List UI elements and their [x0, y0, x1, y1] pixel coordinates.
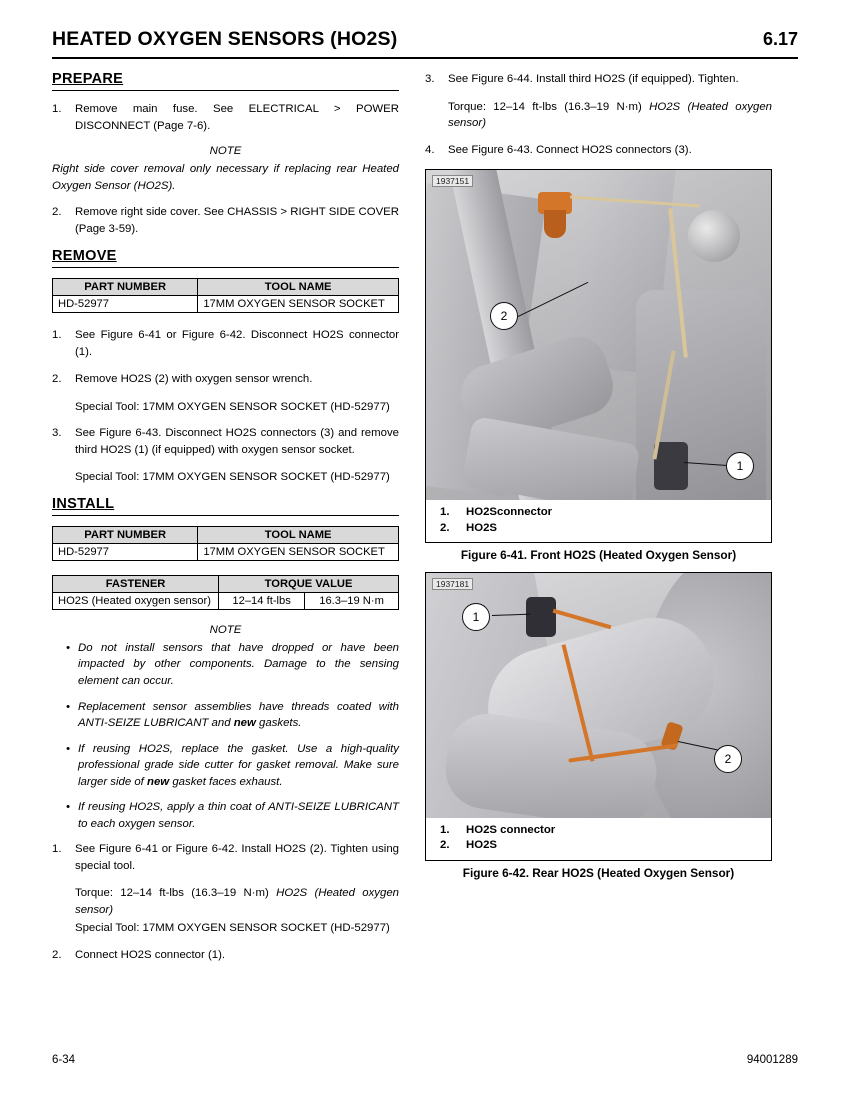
- heading-install: INSTALL: [52, 496, 399, 516]
- table-header-cell: PART NUMBER: [53, 279, 198, 296]
- two-column-body: [52, 69, 798, 974]
- table-header-cell: PART NUMBER: [53, 526, 198, 543]
- table-header-cell: TOOL NAME: [198, 526, 399, 543]
- step-number: 3.: [425, 73, 435, 85]
- callout-2: 2: [714, 745, 742, 773]
- remove-tool-table: [52, 278, 399, 313]
- right-column: [425, 69, 772, 974]
- callout-1: 1: [726, 452, 754, 480]
- heading-remove: REMOVE: [52, 248, 399, 268]
- section-number: 6.17: [762, 29, 798, 49]
- page-title: HEATED OXYGEN SENSORS (HO2S): [52, 28, 398, 50]
- legend-item: [440, 823, 763, 838]
- legend-number: 2.: [440, 839, 450, 852]
- table-cell: HO2S (Heated oxygen sensor): [53, 592, 219, 609]
- figure-frame: [425, 169, 772, 543]
- step-number: 3.: [52, 427, 62, 440]
- step-item: [425, 71, 772, 88]
- step-number: 2.: [52, 206, 62, 219]
- step-item: [52, 841, 399, 874]
- step-item: [52, 327, 399, 360]
- legend-item: [440, 838, 763, 853]
- heading-prepare: PREPARE: [52, 71, 399, 91]
- step-text: See Figure 6-44. Install third HO2S (if equipped). Tighten.: [448, 73, 739, 85]
- table-header-cell: TORQUE VALUE: [219, 575, 399, 592]
- step-number: 1.: [52, 103, 62, 115]
- legend-label: HO2S: [466, 839, 498, 852]
- figure-frame: [425, 572, 772, 861]
- list-item: • Do not install sensors that have dropped or have been impacted by other components. Damage to the sensing element can occur.: [68, 640, 399, 690]
- figure-image-rear-ho2s: [426, 573, 771, 818]
- page-footer: [52, 1054, 798, 1066]
- table-row: [53, 592, 399, 609]
- step-item: [52, 371, 399, 388]
- callout-2: 2: [490, 302, 518, 330]
- legend-item: [440, 521, 763, 536]
- page-header: [52, 28, 798, 59]
- list-item: • Replacement sensor assemblies have threads coated with ANTI-SEIZE LUBRICANT and new gaskets.: [68, 699, 399, 732]
- legend-item: [440, 505, 763, 520]
- sensor-tip-shape: [544, 210, 566, 238]
- table-cell: HD-52977: [53, 543, 198, 560]
- step-number: 1.: [52, 843, 62, 856]
- table-cell: 12–14 ft-lbs: [219, 592, 305, 609]
- step-text: See Figure 6-43. Disconnect HO2S connectors (3) and remove third HO2S (1) (if equipped) with oxygen sensor socket.: [75, 427, 399, 456]
- footer-page-number: 6-34: [52, 1054, 76, 1066]
- step-number: 4.: [425, 143, 435, 156]
- table-row: [53, 296, 399, 313]
- table-cell: 17MM OXYGEN SENSOR SOCKET: [198, 296, 399, 313]
- step-text: Remove HO2S (2) with oxygen sensor wrench.: [75, 373, 313, 386]
- figure-legend: [426, 500, 771, 542]
- table-cell: HD-52977: [53, 296, 198, 313]
- step-item: [52, 101, 399, 134]
- list-item: • If reusing HO2S, replace the gasket. Use a high-quality professional grade side cutter for gasket removal. Make sure larger side of new gasket faces exhaust.: [68, 741, 399, 791]
- special-tool-note: Special Tool: 17MM OXYGEN SENSOR SOCKET (HD-52977): [75, 400, 390, 413]
- step-text: Remove right side cover. See CHASSIS > RIGHT SIDE COVER (Page 3-59).: [75, 206, 399, 235]
- step-text: See Figure 6-41 or Figure 6-42. Disconnect HO2S connector (1).: [75, 329, 399, 358]
- legend-number: 1.: [440, 506, 450, 519]
- install-note-bullets: [52, 640, 399, 832]
- step-item: [52, 425, 399, 458]
- figure-image-front-ho2s: [426, 170, 771, 500]
- step-text: See Figure 6-43. Connect HO2S connectors (3).: [448, 143, 692, 156]
- special-tool-note: Special Tool: 17MM OXYGEN SENSOR SOCKET (HD-52977): [75, 471, 390, 484]
- step-text: See Figure 6-41 or Figure 6-42. Install HO2S (2). Tighten using special tool.: [75, 843, 399, 872]
- special-tool-note: Special Tool: 17MM OXYGEN SENSOR SOCKET (HD-52977): [75, 922, 390, 935]
- note-label: NOTE: [209, 145, 242, 158]
- note-label: NOTE: [209, 623, 242, 636]
- bracket-shape: [461, 416, 641, 500]
- note-text: Right side cover removal only necessary if replacing rear Heated Oxygen Sensor (HO2S).: [52, 163, 399, 192]
- legend-label: HO2S connector: [466, 823, 556, 836]
- connector-body-shape: [526, 597, 556, 637]
- table-row: [53, 543, 399, 560]
- step-number: 1.: [52, 329, 62, 342]
- figure-image-id: 1937151: [432, 175, 473, 187]
- torque-note: Torque: 12–14 ft-lbs (16.3–19 N·m) HO2S (Heated oxygen sensor): [448, 100, 772, 130]
- figure-legend: [426, 818, 771, 860]
- legend-number: 1.: [440, 823, 450, 836]
- step-text: Connect HO2S connector (1).: [75, 948, 226, 961]
- table-header-cell: FASTENER: [53, 575, 219, 592]
- step-number: 2.: [52, 948, 62, 961]
- install-tool-table: [52, 526, 399, 561]
- legend-label: HO2S: [466, 521, 498, 534]
- legend-number: 2.: [440, 521, 450, 534]
- step-item: [52, 947, 399, 964]
- figure-image-id: 1937181: [432, 578, 473, 590]
- figure-caption: Figure 6-41. Front HO2S (Heated Oxygen Sensor): [460, 547, 737, 562]
- table-cell: 16.3–19 N·m: [305, 592, 399, 609]
- step-number: 2.: [52, 373, 62, 386]
- table-header-cell: TOOL NAME: [198, 279, 399, 296]
- figure-6-42: [425, 572, 772, 880]
- left-column: [52, 69, 399, 974]
- legend-label: HO2Sconnector: [466, 506, 553, 519]
- fastener-torque-table: [52, 575, 399, 610]
- figure-caption: Figure 6-42. Rear HO2S (Heated Oxygen Sensor): [462, 865, 735, 880]
- table-cell: 17MM OXYGEN SENSOR SOCKET: [198, 543, 399, 560]
- list-item: • If reusing HO2S, apply a thin coat of ANTI-SEIZE LUBRICANT to each oxygen sensor.: [68, 799, 399, 832]
- sensor-wire-shape: [553, 609, 612, 629]
- footer-document-number: 94001289: [746, 1054, 798, 1066]
- connector-body-shape: [654, 442, 688, 490]
- bolt-head-shape: [688, 210, 740, 262]
- step-text: Remove main fuse. See ELECTRICAL > POWER DISCONNECT (Page 7-6).: [75, 103, 399, 132]
- step-item: [425, 142, 772, 159]
- torque-note: Torque: 12–14 ft-lbs (16.3–19 N·m) HO2S (Heated oxygen sensor): [75, 887, 399, 916]
- figure-6-41: [425, 169, 772, 562]
- step-item: [52, 204, 399, 237]
- callout-1: 1: [462, 603, 490, 631]
